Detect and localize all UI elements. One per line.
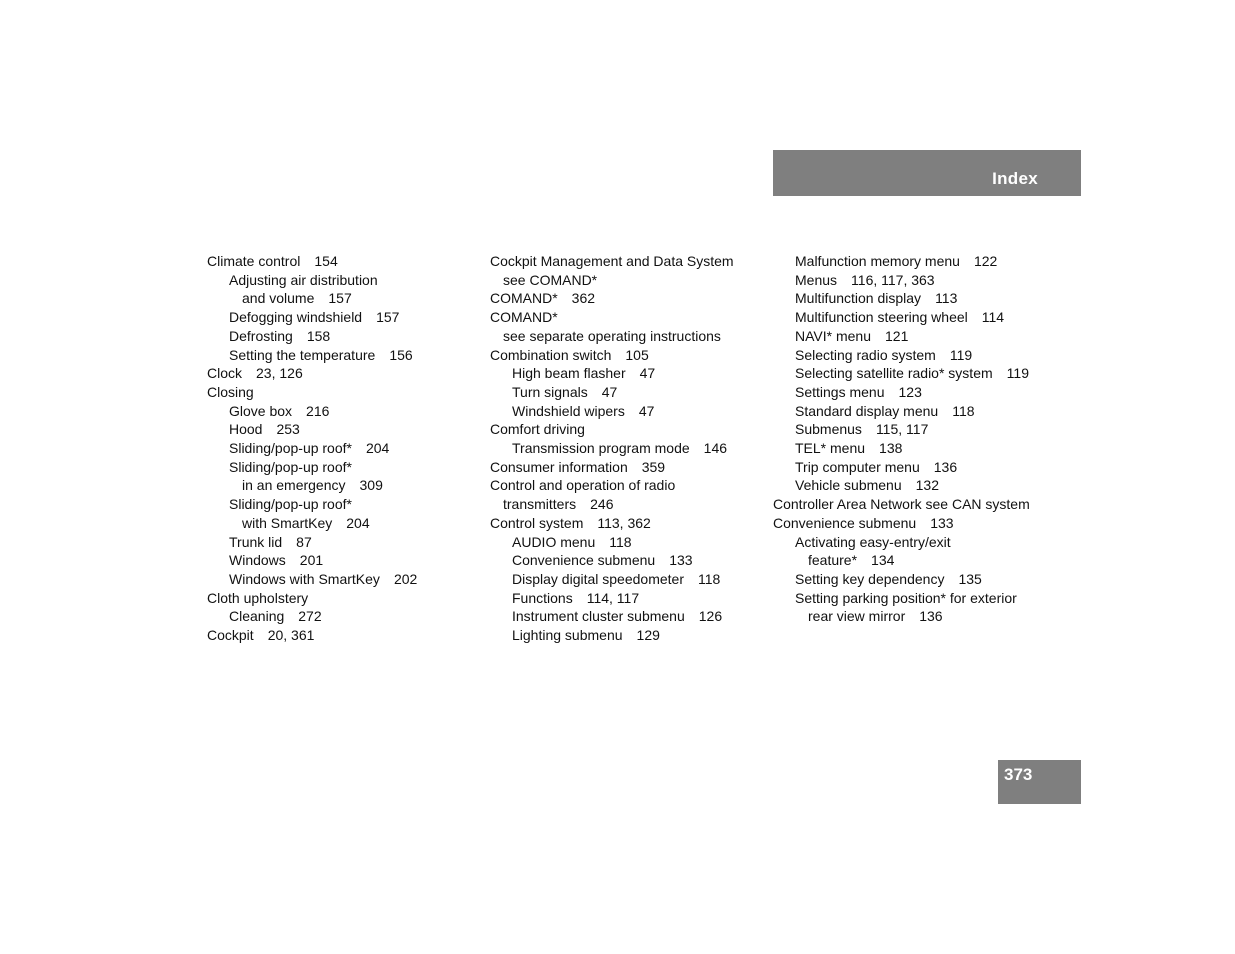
section-header-tab: [773, 150, 1081, 196]
index-entry: [207, 495, 467, 514]
index-entry-pages[interactable]: 362: [571, 290, 596, 307]
index-entry-term: Instrument cluster submenu: [512, 608, 685, 625]
index-entry-pages[interactable]: 246: [590, 496, 614, 513]
index-entry-pages[interactable]: 146: [703, 440, 728, 457]
index-entry: [773, 514, 1073, 533]
index-entry: [773, 346, 1073, 365]
index-entry-pages[interactable]: 216: [306, 402, 330, 419]
index-entry: [207, 626, 467, 645]
index-entry: [490, 589, 760, 608]
index-entry-term: Closing: [207, 383, 254, 400]
index-entry-pages[interactable]: 136: [919, 608, 943, 625]
index-entry-term: Adjusting air distribution: [229, 271, 378, 288]
index-entry-term: rear view mirror: [808, 608, 906, 625]
index-entry-term: Turn signals: [512, 383, 588, 400]
index-entry: [207, 476, 467, 495]
index-entry: [490, 458, 760, 477]
index-entry-term: Setting the temperature: [229, 346, 376, 363]
index-entry-pages[interactable]: 47: [638, 402, 655, 419]
index-entry-term: Multifunction steering wheel: [795, 309, 968, 326]
index-entry: [773, 383, 1073, 402]
index-entry-pages[interactable]: 116, 117, 363: [851, 271, 935, 288]
index-entry-pages[interactable]: 253: [276, 421, 300, 438]
index-entry: [773, 551, 1073, 570]
index-column-3: [773, 252, 1073, 626]
index-entry-term: TEL* menu: [795, 440, 866, 457]
index-entry-term: Setting key dependency: [795, 570, 945, 587]
index-entry-term: Cockpit Management and Data System: [490, 253, 734, 269]
index-entry: [490, 252, 760, 271]
index-entry-pages[interactable]: 359: [641, 458, 666, 475]
index-entry: [207, 589, 467, 608]
index-entry-term: AUDIO menu: [512, 533, 596, 550]
index-entry-term: Functions: [512, 589, 573, 606]
index-entry: [490, 439, 760, 458]
index-entry: [207, 402, 467, 421]
page-number-tab: [998, 760, 1081, 804]
index-entry-term: Control and operation of radio: [490, 477, 676, 494]
index-entry: [490, 289, 760, 308]
index-entry: [207, 308, 467, 327]
index-entry: [207, 570, 467, 589]
index-entry-term: Cloth upholstery: [207, 589, 309, 606]
index-entry: [490, 420, 760, 439]
index-entry: [773, 439, 1073, 458]
index-entry: [490, 327, 760, 346]
index-entry-pages[interactable]: 129: [636, 627, 660, 644]
index-entry: [207, 383, 467, 402]
index-entry: [773, 327, 1073, 346]
index-entry-term: Display digital speedometer: [512, 570, 684, 587]
index-entry-term: with SmartKey: [242, 514, 333, 531]
index-entry-pages[interactable]: 204: [365, 440, 390, 457]
index-entry: [490, 346, 760, 365]
index-entry-pages[interactable]: 47: [639, 365, 656, 382]
index-entry: [207, 551, 467, 570]
index-entry-term: see COMAND*: [503, 271, 598, 288]
index-entry: [773, 476, 1073, 495]
index-entry-term: Cleaning: [229, 608, 285, 625]
index-entry-term: High beam flasher: [512, 365, 626, 382]
index-entry-term: Windows with SmartKey: [229, 570, 380, 587]
index-entry-term: Defrosting: [229, 327, 293, 344]
index-entry: [773, 458, 1073, 477]
index-entry-pages[interactable]: 87: [296, 533, 312, 550]
index-entry-term: see separate operating instructions: [503, 327, 721, 344]
index-entry-term: Climate control: [207, 253, 301, 269]
index-entry-pages[interactable]: 113: [935, 290, 958, 307]
index-entry: [490, 308, 760, 327]
index-entry: [773, 289, 1073, 308]
index-entry: [773, 607, 1073, 626]
index-entry-term: Consumer information: [490, 458, 628, 475]
index-entry: [773, 533, 1073, 552]
index-entry-pages[interactable]: 123: [898, 383, 922, 400]
index-entry: [490, 551, 760, 570]
index-entry: [207, 327, 467, 346]
index-entry-pages[interactable]: 119: [949, 346, 973, 363]
index-entry: [773, 402, 1073, 421]
index-entry-term: Trunk lid: [229, 533, 283, 550]
index-entry-pages[interactable]: 23, 126: [256, 365, 303, 382]
index-entry-term: Controller Area Network see CAN system: [773, 496, 1030, 513]
index-entry: [207, 458, 467, 477]
index-entry-term: NAVI* menu: [795, 327, 871, 344]
index-entry-term: Sliding/pop-up roof*: [229, 458, 352, 475]
index-entry-term: Vehicle submenu: [795, 477, 902, 494]
index-entry-pages[interactable]: 126: [698, 608, 723, 625]
index-entry: [773, 252, 1073, 271]
index-entry-pages[interactable]: 204: [346, 514, 370, 531]
index-entry: [207, 364, 467, 383]
index-entry-pages[interactable]: 20, 361: [267, 627, 315, 644]
index-entry-term: COMAND*: [490, 290, 558, 307]
index-entry: [207, 346, 467, 365]
index-entry-pages[interactable]: 136: [933, 458, 958, 475]
index-entry-term: Clock: [207, 365, 243, 382]
index-entry-term: Windshield wipers: [512, 402, 625, 419]
index-entry-term: Activating easy-entry/exit: [795, 533, 951, 550]
index-entry-term: Hood: [229, 421, 263, 438]
index-entry-pages[interactable]: 201: [299, 552, 324, 569]
index-entry-term: transmitters: [503, 496, 577, 513]
index-entry-term: in an emergency: [242, 477, 346, 494]
index-entry-term: Sliding/pop-up roof*: [229, 440, 352, 457]
index-entry-pages[interactable]: 114, 117: [586, 589, 640, 606]
index-column-2: [490, 252, 760, 645]
index-entry-pages[interactable]: 138: [879, 440, 903, 457]
page-number: 373: [1004, 765, 1033, 784]
index-entry: [207, 607, 467, 626]
index-entry-term: Glove box: [229, 402, 293, 419]
index-entry-term: Multifunction display: [795, 290, 922, 307]
index-entry-pages[interactable]: 132: [915, 477, 939, 494]
index-entry-term: Setting parking position* for exterior: [795, 589, 1017, 606]
index-entry-pages[interactable]: 202: [393, 570, 418, 587]
index-entry-term: Transmission program mode: [512, 440, 690, 457]
section-title: Index: [992, 169, 1038, 188]
index-entry-term: COMAND*: [490, 309, 558, 326]
index-entry: [490, 402, 760, 421]
index-entry-pages[interactable]: 118: [609, 533, 632, 550]
index-entry-term: Selecting radio system: [795, 346, 936, 363]
index-entry-term: Control system: [490, 514, 584, 531]
index-entry-pages[interactable]: 121: [885, 327, 909, 344]
index-entry: [773, 589, 1073, 608]
index-entry-pages[interactable]: 119: [1006, 365, 1029, 382]
index-entry-pages[interactable]: 157: [376, 309, 400, 326]
index-entry-term: Selecting satellite radio* system: [795, 365, 993, 382]
index-entry-term: Convenience submenu: [773, 514, 917, 531]
index-entry: [490, 514, 760, 533]
index-entry-term: Windows: [229, 552, 286, 569]
index-entry-pages[interactable]: 133: [930, 514, 954, 531]
index-entry-pages[interactable]: 154: [314, 253, 338, 269]
index-entry: [773, 308, 1073, 327]
index-entry: [207, 514, 467, 533]
index-entry-term: Comfort driving: [490, 421, 585, 438]
index-entry: [773, 364, 1073, 383]
index-entry: [773, 420, 1073, 439]
index-entry-term: and volume: [242, 290, 315, 307]
index-entry: [490, 476, 760, 495]
index-entry-pages[interactable]: 47: [601, 383, 618, 400]
index-entry-pages[interactable]: 114: [981, 309, 1005, 326]
index-entry: [207, 289, 467, 308]
index-entry: [773, 271, 1073, 290]
index-entry: [773, 570, 1073, 589]
index-entry-term: Settings menu: [795, 383, 885, 400]
index-entry-pages[interactable]: 122: [973, 253, 998, 269]
index-entry-pages[interactable]: 272: [298, 608, 322, 625]
index-entry-term: Trip computer menu: [795, 458, 920, 475]
index-entry-term: Lighting submenu: [512, 627, 623, 644]
index-entry: [490, 607, 760, 626]
index-entry: [490, 364, 760, 383]
index-column-1: [207, 252, 467, 645]
index-entry: [490, 570, 760, 589]
index-entry-pages[interactable]: 309: [359, 477, 383, 494]
index-entry-pages[interactable]: 118: [697, 570, 721, 587]
index-entry-term: Standard display menu: [795, 402, 939, 419]
index-entry-pages[interactable]: 113, 362: [597, 514, 651, 531]
index-entry-pages[interactable]: 133: [669, 552, 693, 569]
index-entry-term: Sliding/pop-up roof*: [229, 496, 352, 513]
index-entry: [207, 252, 467, 271]
index-entry-pages[interactable]: 158: [306, 327, 331, 344]
index-entry-pages[interactable]: 118: [952, 402, 975, 419]
index-entry-pages[interactable]: 105: [625, 346, 649, 363]
index-entry-term: Combination switch: [490, 346, 612, 363]
index-entry-term: Convenience submenu: [512, 552, 656, 569]
index-entry-term: feature*: [808, 552, 858, 569]
index-entry-pages[interactable]: 157: [328, 290, 352, 307]
index-entry: [207, 533, 467, 552]
index-entry: [207, 439, 467, 458]
index-entry-pages[interactable]: 134: [871, 552, 895, 569]
index-entry: [207, 420, 467, 439]
index-entry-pages[interactable]: 115, 117: [875, 421, 929, 438]
index-entry: [773, 495, 1073, 514]
index-entry: [490, 383, 760, 402]
index-entry: [490, 533, 760, 552]
index-entry-term: Malfunction memory menu: [795, 253, 960, 269]
index-entry-pages[interactable]: 156: [389, 346, 413, 363]
index-entry-term: Cockpit: [207, 627, 254, 644]
index-entry-term: Defogging windshield: [229, 309, 363, 326]
index-entry-pages[interactable]: 135: [958, 570, 982, 587]
index-entry: [490, 495, 760, 514]
index-entry: [207, 271, 467, 290]
index-entry: [490, 271, 760, 290]
index-entry-term: Submenus: [795, 421, 862, 438]
index-entry: [490, 626, 760, 645]
index-entry-term: Menus: [795, 271, 838, 288]
